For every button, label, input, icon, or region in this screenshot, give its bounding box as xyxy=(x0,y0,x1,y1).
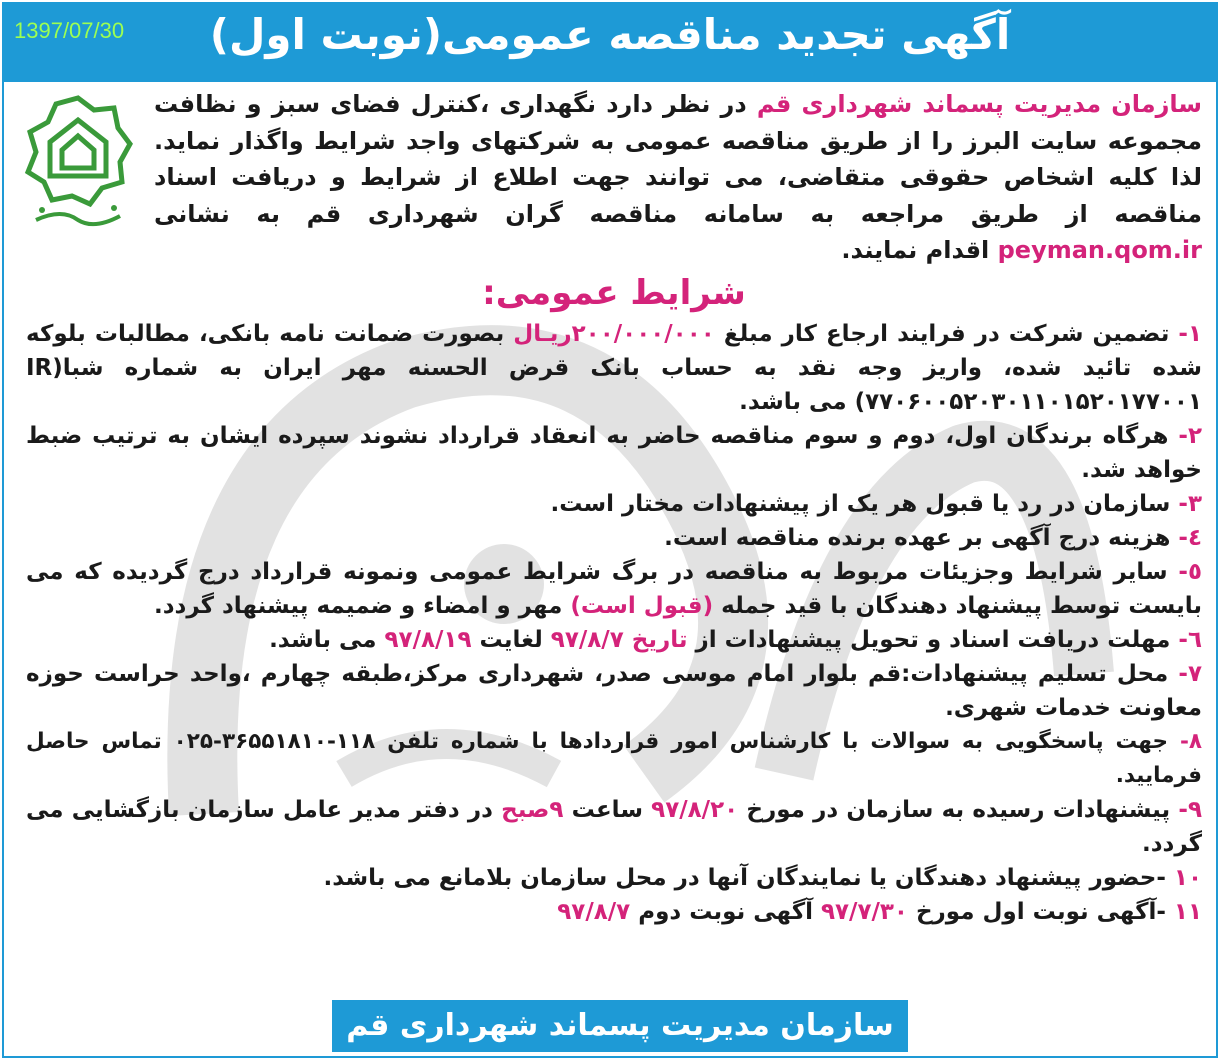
condition-8 xyxy=(26,725,1202,793)
accept-phrase: (قبول است) xyxy=(570,592,714,619)
condition-number: ۱۰ xyxy=(1173,864,1202,891)
condition-text: محل تسلیم پیشنهادات:قم بلوار امام موسی صدر، شهرداری مرکز،طبقه چهارم ،واحد حراست حوزه معاونت خدمات شهری. xyxy=(26,660,1202,721)
condition-text: -آگهی نوبت اول مورخ xyxy=(907,898,1174,925)
condition-text: هزینه درج آگهی بر عهده برنده مناقصه است. xyxy=(664,524,1179,551)
condition-number: ۱- xyxy=(1178,320,1202,347)
condition-number: ۹- xyxy=(1178,796,1203,823)
condition-1 xyxy=(26,317,1202,419)
condition-4 xyxy=(26,521,1202,555)
condition-number: ٦- xyxy=(1178,626,1202,653)
condition-text: هرگاه برندگان اول، دوم و سوم مناقصه حاضر به انعقاد قرارداد نشوند سپرده ایشان به ترتیب ضبط خواهد شد. xyxy=(26,422,1202,483)
intro-text-end: اقدام نمایند. xyxy=(841,236,998,264)
condition-text: آگهی نوبت دوم xyxy=(630,898,821,925)
guarantee-amount: ۲۰۰/۰۰۰/۰۰۰ریـال xyxy=(513,320,715,347)
notice-body xyxy=(26,86,1202,929)
condition-text: لغایت xyxy=(471,626,551,653)
notice-frame xyxy=(2,2,1218,1058)
condition-2 xyxy=(26,419,1202,487)
condition-5 xyxy=(26,555,1202,623)
footer-organization-banner: سازمان مدیریت پسماند شهرداری قم xyxy=(332,1000,908,1052)
condition-text: بصورت ضمانت نامه بانکی، مطالبات بلوکه شده تائید شده، واریز وجه نقد به حساب بانک قرض الحسنه مهر ایران به شماره شبا(IR ۷۷۰۶۰۰۵۲۰۳۰۱۱۰۱۵۲۰۱۷۷۰۰۱) می باشد. xyxy=(26,320,1202,415)
condition-text: در دفتر مدیر عامل سازمان بازگشایی می گردد. xyxy=(26,796,1202,857)
condition-number: ٤- xyxy=(1178,524,1202,551)
deadline-start: تاریخ ۹۷/۸/۷ xyxy=(550,626,688,653)
condition-text: سایر شرایط وجزیئات مربوط به مناقصه در برگ شرایط عمومی ونمونه قرارداد درج گردیده که می بایست توسط پیشنهاد دهندگان با قید جمله xyxy=(26,558,1202,619)
condition-number: ٥- xyxy=(1178,558,1202,585)
condition-7 xyxy=(26,657,1202,725)
website-link[interactable]: peyman.qom.ir xyxy=(997,236,1202,264)
header-bar xyxy=(4,4,1216,82)
condition-number: ۸- xyxy=(1179,728,1202,754)
condition-text: پیشنهادات رسیده به سازمان در مورخ xyxy=(738,796,1179,823)
deadline-end: ۹۷/۸/۱۹ xyxy=(384,626,472,653)
condition-number: ۳- xyxy=(1178,490,1202,517)
opening-time: ۹صبح xyxy=(501,796,564,823)
condition-text: مهلت دریافت اسناد و تحویل پیشنهادات از xyxy=(687,626,1179,653)
condition-text: جهت پاسخگویی به سوالات با کارشناس امور قراردادها با شماره تلفن ۱۱۸-۳۶۵۵۱۸۱۰-۰۲۵ تماس حاصل فرمایید. xyxy=(26,728,1202,788)
condition-number: ۱۱ xyxy=(1173,898,1202,925)
condition-3 xyxy=(26,487,1202,521)
condition-number: ۷- xyxy=(1178,660,1202,687)
condition-text: مهر و امضاء و ضمیمه پیشنهاد گردد. xyxy=(153,592,571,619)
condition-11 xyxy=(26,895,1202,929)
condition-6 xyxy=(26,623,1202,657)
organization-name: سازمان مدیریت پسماند شهرداری قم xyxy=(756,90,1202,118)
condition-text: -حضور پیشنهاد دهندگان یا نمایندگان آنها در محل سازمان بلامانع می باشد. xyxy=(323,864,1174,891)
notice-title: آگهی تجدید مناقصه عمومی(نوبت اول) xyxy=(209,10,1011,59)
issue-date: 1397/07/30 xyxy=(14,18,125,43)
general-conditions-heading: شرایط عمومی: xyxy=(482,272,746,313)
first-notice-date: ۹۷/۷/۳۰ xyxy=(820,898,908,925)
condition-10 xyxy=(26,861,1202,895)
intro-text: در نظر دارد نگهداری ،کنترل فضای سبز و نظافت مجموعه سایت البرز را از طریق مناقصه عمومی به شرکتهای واجد شرایط واگذار نماید. لذا کلیه اشخاص حقوقی متقاضی، می توانند جهت اطلاع از شرایط و دریافت اسناد مناقصه از طریق مراجعه به سامانه مناقصه گران شهرداری قم به نشانی xyxy=(154,90,1202,228)
condition-text: می باشد. xyxy=(269,626,385,653)
condition-9 xyxy=(26,793,1202,861)
condition-text: ساعت xyxy=(563,796,652,823)
condition-text: تضمین شرکت در فرایند ارجاع کار مبلغ xyxy=(714,320,1179,347)
intro-paragraph xyxy=(154,86,1202,269)
condition-number: ۲- xyxy=(1178,422,1202,449)
opening-date: ۹۷/۸/۲۰ xyxy=(651,796,739,823)
second-notice-date: ۹۷/۸/۷ xyxy=(557,898,631,925)
condition-text: سازمان در رد یا قبول هر یک از پیشنهادات مختار است. xyxy=(550,490,1179,517)
